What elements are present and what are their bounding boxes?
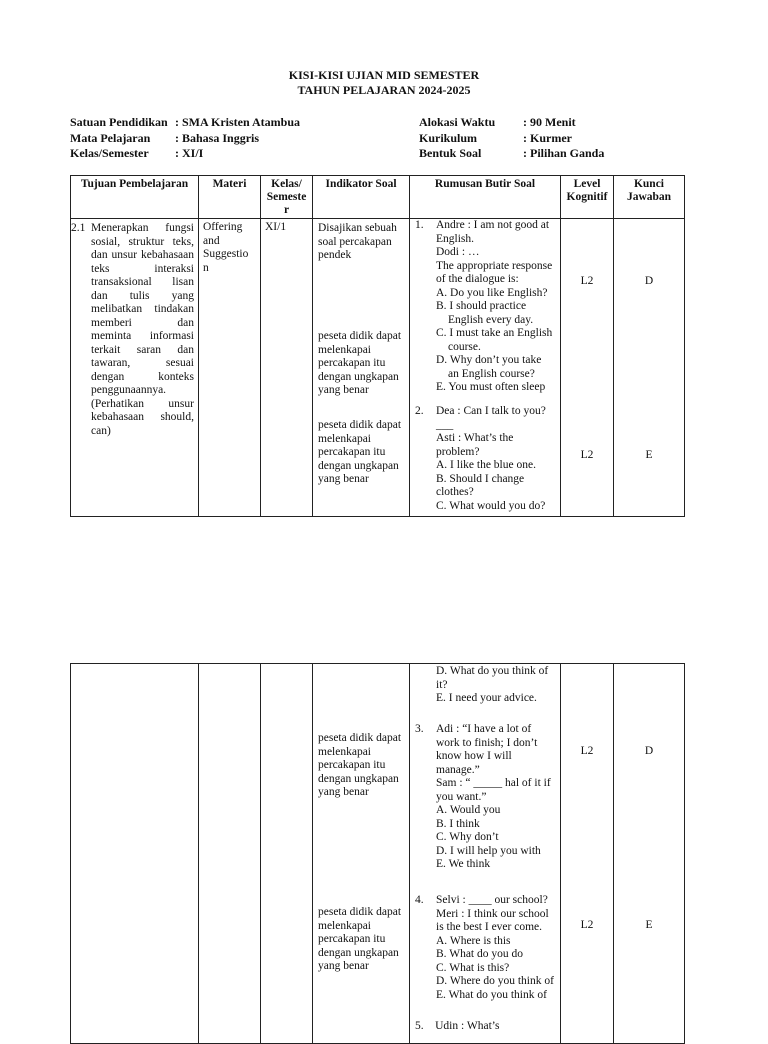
question-1: 1. Andre : I am not good at English. Dodi : … The appropriate response of the dialogue is: A. Do you like English? B. I should practice English every day. C. I must take an English course. D. Why don’t you take an English course? E. You must often sleep bbox=[415, 219, 557, 395]
cell-kelas bbox=[261, 664, 313, 1044]
meta-label: Alokasi Waktu bbox=[419, 115, 496, 129]
column-header-rumusan: Rumusan Butir Soal bbox=[410, 176, 561, 219]
indikator-text: peseta didik dapat melenkapai percakapan itu dengan ungkapan yang benar bbox=[318, 419, 402, 485]
cell-materi bbox=[199, 664, 261, 1044]
column-header-tujuan: Tujuan Pembelajaran bbox=[71, 176, 199, 219]
meta-value: : Kurmer bbox=[523, 130, 572, 145]
cell-kelas bbox=[261, 219, 313, 517]
option-c: C. I must take an English course. bbox=[436, 327, 553, 353]
cell-indikator bbox=[313, 664, 410, 1044]
cell-tujuan bbox=[71, 664, 199, 1044]
answer-key: D bbox=[644, 275, 654, 287]
cell-rumusan bbox=[410, 664, 561, 1044]
meta-left bbox=[70, 115, 300, 162]
cell-tujuan bbox=[71, 219, 199, 517]
column-header-materi: Materi bbox=[199, 176, 261, 219]
level-value: L2 bbox=[580, 275, 594, 287]
level-value: L2 bbox=[580, 449, 594, 461]
column-header-level: Level Kognitif bbox=[561, 176, 614, 219]
column-header-indikator: Indikator Soal bbox=[313, 176, 410, 219]
kisi-kisi-table bbox=[70, 175, 685, 517]
meta-value: : XI/I bbox=[175, 146, 204, 160]
materi-text: Offering and Suggestio n bbox=[203, 221, 249, 274]
kelas-value: XI/1 bbox=[265, 221, 287, 233]
option-a: A. Do you like English? bbox=[436, 286, 548, 299]
question-5-partial: 5. Udin : What’s bbox=[415, 1020, 500, 1032]
indikator-text: peseta didik dapat melenkapai percakapan itu dengan ungkapan yang benar bbox=[318, 330, 402, 396]
answer-key: D bbox=[644, 745, 654, 757]
cell-kunci bbox=[614, 664, 685, 1044]
cell-level bbox=[561, 219, 614, 517]
question-3: 3. Adi : “I have a lot of work to finish; I don’t know how I will manage.” Sam : “ _____ hal of it if you want.” A. Would you B. I think C. Why don’t D. I will help you with E. We think bbox=[415, 723, 551, 870]
indikator-text: Disajikan sebuah soal percakapan pendek bbox=[318, 222, 397, 261]
table-row bbox=[71, 219, 685, 517]
question-2-continued: D. What do you think of it? E. I need your advice. bbox=[436, 665, 549, 704]
meta-label: Satuan Pendidikan bbox=[70, 115, 168, 129]
document-subtitle: TAHUN PELAJARAN 2024-2025 bbox=[297, 83, 471, 97]
answer-key: E bbox=[645, 919, 653, 931]
level-value: L2 bbox=[580, 745, 594, 757]
question-4: 4. Selvi : ____ our school? Meri : I think our school is the best I ever come. A. Where is this B. What do you do C. What is this? D. Where do you think of E. What do you think of bbox=[415, 894, 554, 1001]
meta-value: : Bahasa Inggris bbox=[175, 130, 260, 145]
level-value: L2 bbox=[580, 919, 594, 931]
meta-value: : SMA Kristen Atambua bbox=[175, 115, 301, 129]
document-title: KISI-KISI UJIAN MID SEMESTER bbox=[288, 68, 480, 82]
kisi-kisi-table-continued bbox=[70, 663, 685, 1044]
tujuan-number: 2.1 bbox=[71, 222, 86, 234]
indikator-text: peseta didik dapat melenkapai percakapan itu dengan ungkapan yang benar bbox=[318, 906, 402, 972]
cell-materi bbox=[199, 219, 261, 517]
cell-kunci bbox=[614, 219, 685, 517]
meta-label: Kurikulum bbox=[419, 130, 478, 145]
column-header-kelas: Kelas/ Semeste r bbox=[261, 176, 313, 219]
cell-indikator bbox=[313, 219, 410, 517]
option-b: B. I should practice English every day. bbox=[436, 300, 534, 326]
option-d: D. Why don’t you take an English course? bbox=[436, 354, 542, 380]
meta-value: : Pilihan Ganda bbox=[523, 146, 605, 160]
cell-rumusan bbox=[410, 219, 561, 517]
meta-label: Kelas/Semester bbox=[70, 146, 149, 160]
option-e: E. You must often sleep bbox=[436, 381, 546, 393]
meta-right bbox=[419, 115, 604, 162]
answer-key: E bbox=[645, 449, 653, 461]
meta-value: : 90 Menit bbox=[523, 115, 576, 129]
tujuan-text: Menerapkan fungsi sosial, struktur teks, dan unsur kebahasaan teks interaksi transaksional lisan dan tulis yang melibatkan tindakan memberi dan meminta informasi terkait saran dan tawaran, sesuai dengan konteks penggunaannya. (Perhatikan unsur kebahasaan should, can) bbox=[91, 222, 194, 437]
table-header-row bbox=[71, 176, 685, 219]
meta-label: Bentuk Soal bbox=[419, 146, 482, 160]
cell-level bbox=[561, 664, 614, 1044]
meta-label: Mata Pelajaran bbox=[70, 130, 151, 145]
column-header-kunci: Kunci Jawaban bbox=[614, 176, 685, 219]
question-2: 2. Dea : Can I talk to you? ___ Asti : What’s the problem? A. I like the blue one. B. Should I change clothes? C. What would you do? bbox=[415, 405, 546, 512]
indikator-text: peseta didik dapat melenkapai percakapan itu dengan ungkapan yang benar bbox=[318, 732, 402, 798]
table-row bbox=[71, 664, 685, 1044]
